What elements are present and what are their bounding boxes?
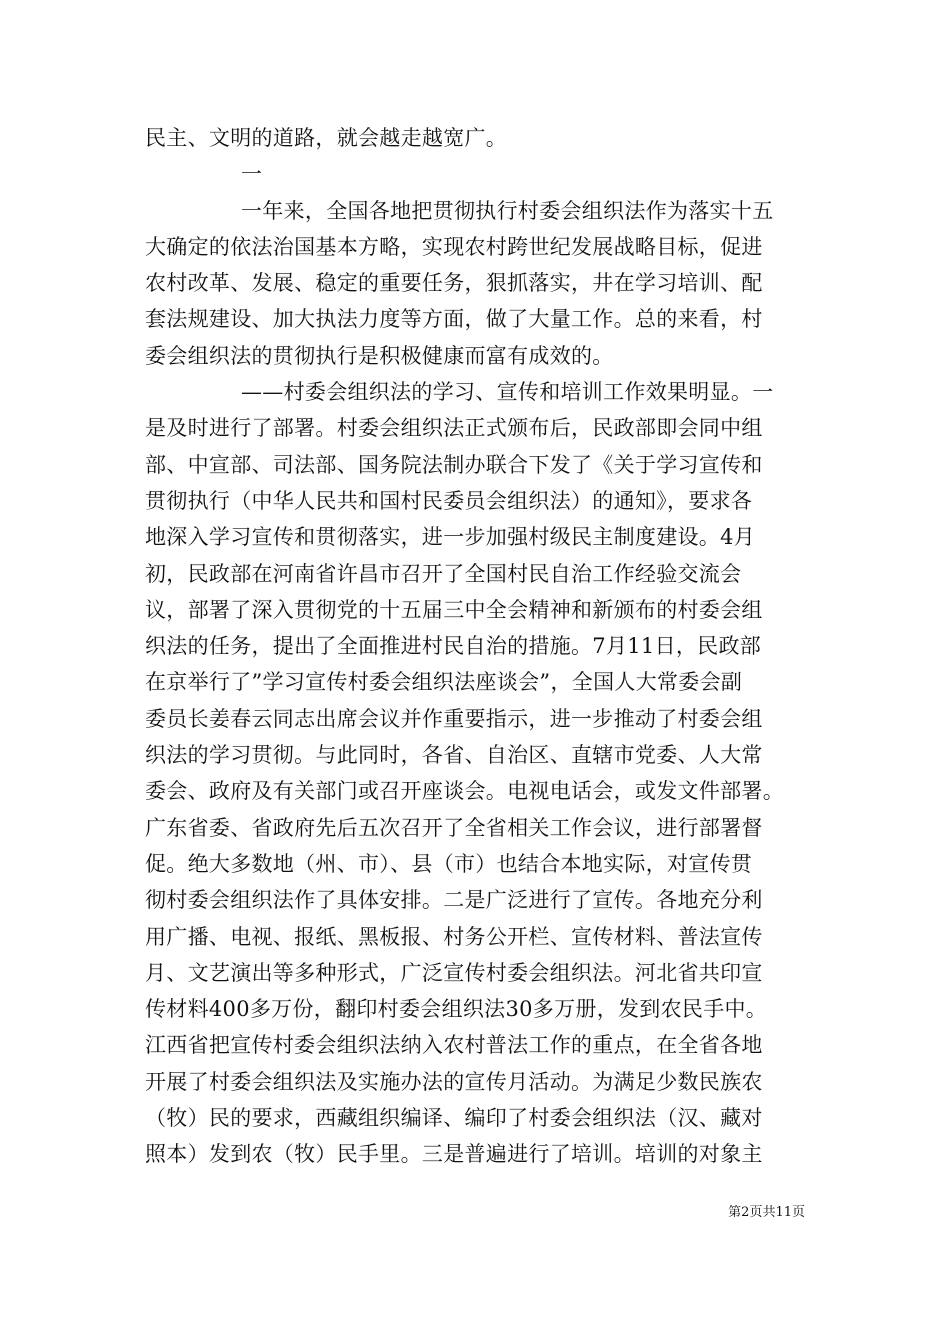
text-line: 民主、文明的道路，就会越走越宽广。: [145, 126, 508, 150]
text-line: 农村改革、发展、稳定的重要任务，狠抓落实，井在学习培训、配: [145, 271, 763, 296]
text-line: 委员长姜春云同志出席会议并作重要指示，进一步推动了村委会组: [145, 706, 763, 731]
text-line: （牧）民的要求，西藏组织编译、编印了村委会组织法（汉、藏对: [145, 1106, 763, 1131]
text-line: 是及时进行了部署。村委会组织法正式颁布后，民政部即会同中组: [145, 416, 763, 441]
text-line: 地深入学习宣传和贯彻落实，进一步加强村级民主制度建设。4月: [145, 525, 756, 550]
text-line: 促。绝大多数地（州、市）、县（市）也结合本地实际，对宣传贯: [145, 851, 753, 876]
text-line: 初，民政部在河南省许昌市召开了全国村民自治工作经验交流会: [145, 561, 742, 586]
text-line: 开展了村委会组织法及实施办法的宣传月活动。为满足少数民族农: [145, 1069, 763, 1094]
text-line: 议，部署了深入贯彻党的十五届三中全会精神和新颁布的村委会组: [145, 597, 763, 622]
text-line: 月、文艺演出等多种形式，广泛宣传村委会组织法。河北省共印宣: [145, 960, 763, 985]
text-line: 大确定的依法治国基本方略，实现农村跨世纪发展战略目标，促进: [145, 234, 763, 259]
text-line: 织法的任务，提出了全面推进村民自治的措施。7月11日，民政部: [145, 634, 762, 659]
text-line: 在京举行了”学习宣传村委会组织法座谈会”，全国人大常委会副: [145, 670, 743, 695]
text-line: 一年来，全国各地把贯彻执行村委会组织法作为落实十五: [241, 198, 774, 223]
text-line: 委会、政府及有关部门或召开座谈会。电视电话会，或发文件部署。: [145, 779, 784, 804]
text-line: 照本）发到农（牧）民手里。三是普遍进行了培训。培训的对象主: [145, 1142, 763, 1167]
text-line: 江西省把宣传村委会组织法纳入农村普法工作的重点，在全省各地: [145, 1033, 763, 1058]
page-number: 第2页共11页: [728, 1205, 805, 1220]
body-text: [145, 120, 815, 1173]
text-line: 部、中宣部、司法部、国务院法制办联合下发了《关于学习宣传和: [145, 452, 763, 477]
section-heading: 一: [241, 162, 263, 187]
text-line: 委会组织法的贯彻执行是积极健康而富有成效的。: [145, 343, 614, 368]
text-line: 织法的学习贯彻。与此同时，各省、自治区、直辖市党委、人大常: [145, 743, 763, 768]
text-line: 套法规建设、加大执法力度等方面，做了大量工作。总的来看，村: [145, 307, 763, 332]
text-line: ——村委会组织法的学习、宣传和培训工作效果明显。一: [241, 380, 774, 405]
text-line: 彻村委会组织法作了具体安排。二是广泛进行了宣传。各地充分利: [145, 888, 763, 913]
text-line: 传材料400多万份，翻印村委会组织法30多万册，发到农民手中。: [145, 997, 768, 1022]
text-line: 广东省委、省政府先后五次召开了全省相关工作会议，进行部署督: [145, 815, 763, 840]
text-line: 贯彻执行（中华人民共和国村民委员会组织法）的通知》，要求各: [145, 488, 753, 513]
text-line: 用广播、电视、报纸、黑板报、村务公开栏、宣传材料、普法宣传: [145, 924, 763, 949]
